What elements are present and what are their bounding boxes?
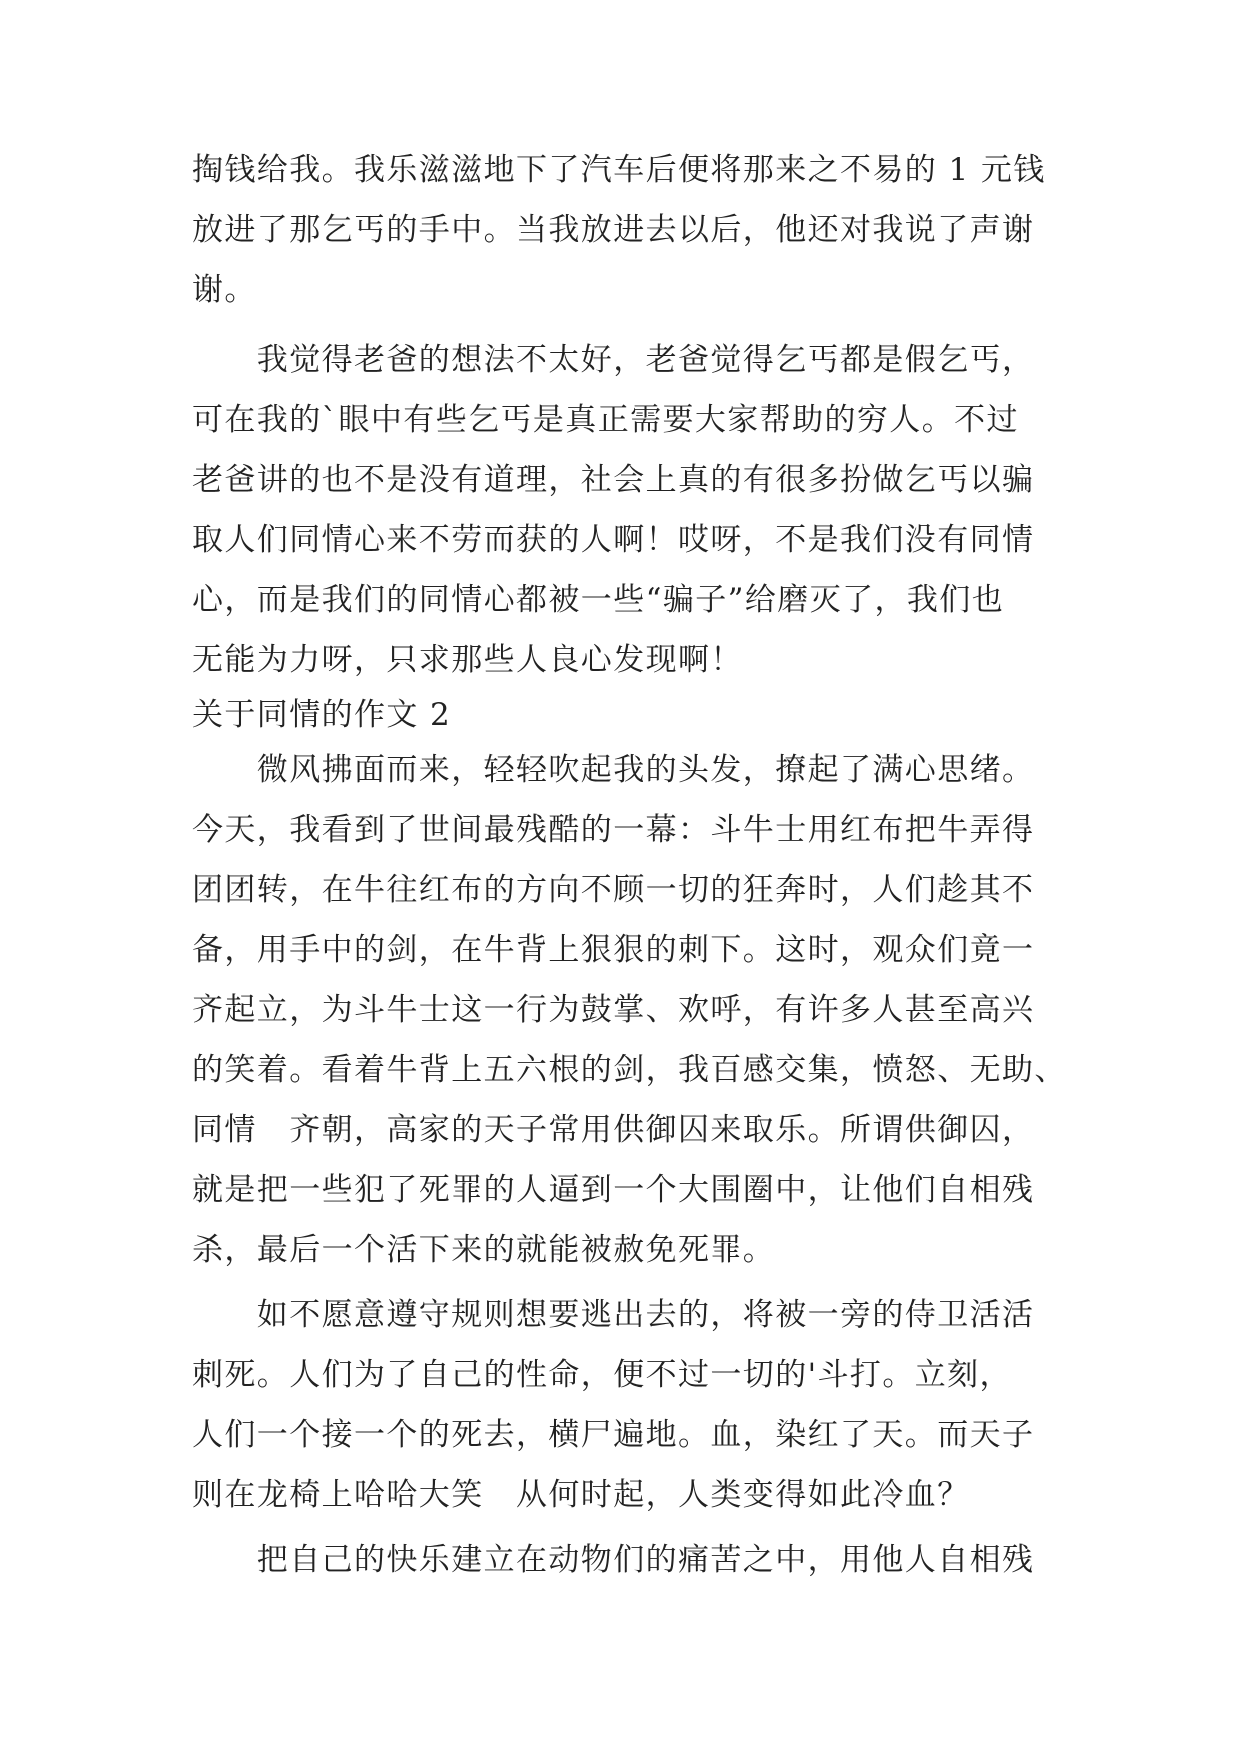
text-line: 备，用手中的剑，在牛背上狠狠的刺下。这时，观众们竟一 — [192, 932, 1035, 968]
text-line: 如不愿意遵守规则想要逃出去的，将被一旁的侍卫活活 — [192, 1297, 1035, 1333]
text-line: 放进了那乞丐的手中。当我放进去以后，他还对我说了声谢 — [192, 212, 1035, 248]
text-line: 的笑着。看着牛背上五六根的剑，我百感交集，愤怒、无助、 — [192, 1052, 1067, 1088]
text-line: 老爸讲的也不是没有道理，社会上真的有很多扮做乞丐以骗 — [192, 462, 1035, 498]
text-line: 无能为力呀，只求那些人良心发现啊！ — [192, 642, 743, 678]
text-line: 齐起立，为斗牛士这一行为鼓掌、欢呼，有许多人甚至高兴 — [192, 992, 1035, 1028]
text-line: 把自己的快乐建立在动物们的痛苦之中，用他人自相残 — [192, 1542, 1035, 1578]
text-line: 杀，最后一个活下来的就能被赦免死罪。 — [192, 1232, 776, 1268]
text-line: 掏钱给我。我乐滋滋地下了汽车后便将那来之不易的 1 元钱 — [192, 152, 1046, 188]
text-line: 取人们同情心来不劳而获的人啊！哎呀，不是我们没有同情 — [192, 522, 1035, 558]
text-line: 则在龙椅上哈哈大笑 从何时起，人类变得如此冷血？ — [192, 1477, 970, 1513]
text-line: 心，而是我们的同情心都被一些“骗子”给磨灭了，我们也 — [192, 582, 1005, 618]
text-line: 微风拂面而来，轻轻吹起我的头发，撩起了满心思绪。 — [192, 752, 1035, 788]
text-line: 我觉得老爸的想法不太好，老爸觉得乞丐都是假乞丐， — [192, 342, 1035, 378]
text-line: 团团转，在牛往红布的方向不顾一切的狂奔时，人们趁其不 — [192, 872, 1035, 908]
text-line: 今天，我看到了世间最残酷的一幕：斗牛士用红布把牛弄得 — [192, 812, 1035, 848]
text-line: 同情 齐朝，高家的天子常用供御囚来取乐。所谓供御囚， — [192, 1112, 1035, 1148]
text-line: 谢。 — [192, 272, 257, 308]
text-line: 刺死。人们为了自己的性命，便不过一切的'斗打。立刻， — [192, 1357, 1012, 1393]
text-line: 可在我的`眼中有些乞丐是真正需要大家帮助的穷人。不过 — [192, 402, 1019, 438]
section-heading: 关于同情的作文 2 — [192, 697, 452, 733]
text-line: 人们一个接一个的死去，横尸遍地。血，染红了天。而天子 — [192, 1417, 1035, 1453]
text-line: 就是把一些犯了死罪的人逼到一个大围圈中，让他们自相残 — [192, 1172, 1035, 1208]
